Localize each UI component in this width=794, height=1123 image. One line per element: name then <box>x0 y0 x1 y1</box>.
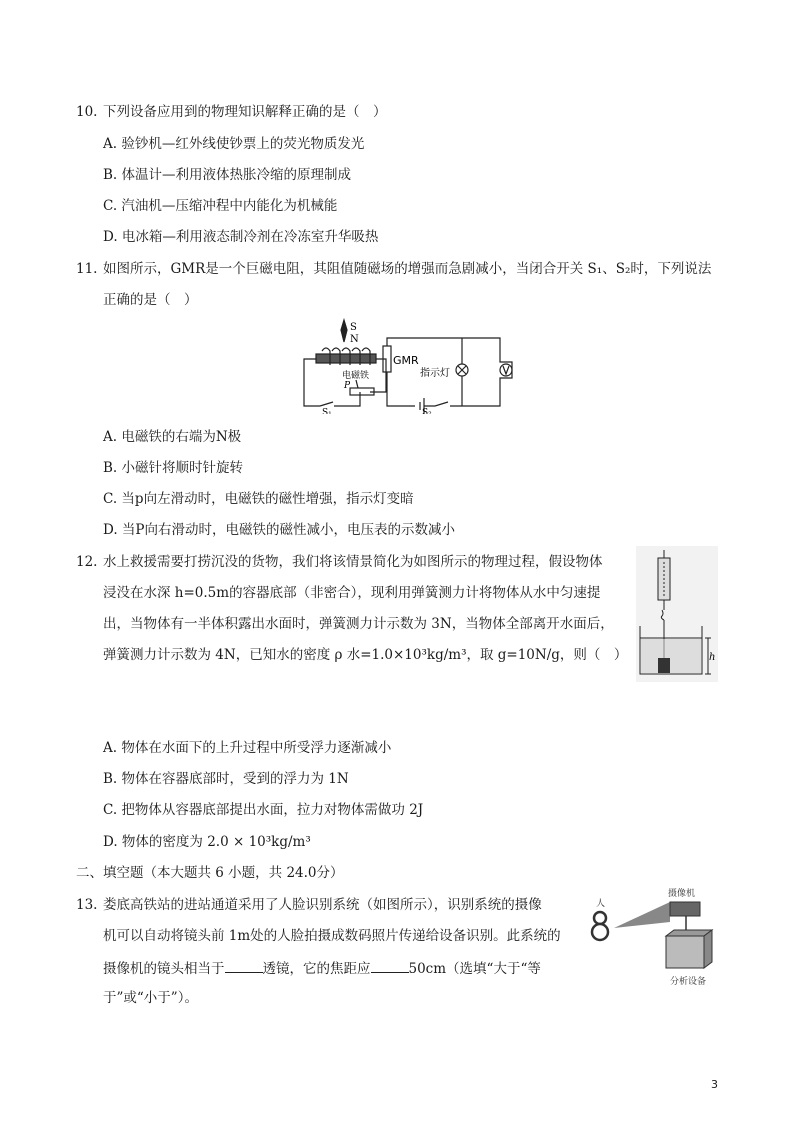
q11-label-p: P <box>344 381 351 391</box>
q13-label-person: 人 <box>596 899 606 909</box>
q11-label-s1: S₁ <box>322 408 332 414</box>
q11-option-c: C. 当p向左滑动时，电磁铁的磁性增强，指示灯变暗 <box>103 491 414 507</box>
q11-label-electromagnet: 电磁铁 <box>342 371 370 381</box>
q13-line3-part1: 摄像机的镜头相当于 <box>103 961 225 977</box>
q11-stem-line2: 正确的是（ ） <box>103 292 198 308</box>
q10-option-d: D. 电冰箱—利用液态制冷剂在冷冻室升华吸热 <box>103 229 379 245</box>
q11-number: 11. <box>76 261 98 277</box>
q12-figure <box>636 546 718 682</box>
q11-label-n: N <box>350 334 359 345</box>
q13-figure <box>586 884 718 992</box>
q12-label-h: h <box>709 652 716 663</box>
q13-line3-part3: 50cm（选填“大于“等 <box>408 961 541 977</box>
q13-line3 <box>103 958 541 978</box>
q13-line2: 机可以自动将镜头前 1m处的人脸拍摄成数码照片传递给设备识别。此系统的 <box>103 928 561 944</box>
q13-number: 13. <box>76 897 98 913</box>
q12-option-a: A. 物体在水面下的上升过程中所受浮力逐渐减小 <box>103 740 392 756</box>
q12-option-d: D. 物体的密度为 2.0 × 10³kg/m³ <box>103 834 311 850</box>
q10-stem: 下列设备应用到的物理知识解释正确的是（ ） <box>103 104 387 120</box>
q10-option-a: A. 验钞机—红外线使钞票上的荧光物质发光 <box>103 136 365 152</box>
q12-stem-line4: 弹簧测力计示数为 4N，已知水的密度 ρ 水=1.0×10³kg/m³，取 g=10N/g，则（ ） <box>103 647 628 663</box>
q11-option-a: A. 电磁铁的右端为N极 <box>103 429 242 445</box>
q11-label-s: S <box>350 322 357 333</box>
q13-line1: 娄底高铁站的进站通道采用了人脸识别系统（如图所示），识别系统的摄像 <box>103 897 542 913</box>
q11-option-d: D. 当P向右滑动时，电磁铁的磁性减小，电压表的示数减小 <box>103 522 456 538</box>
q13-blank-1[interactable] <box>225 958 263 973</box>
q12-stem-line2: 浸没在水深 h=0.5m的容器底部（非密合），现利用弹簧测力计将物体从水中匀速提 <box>103 585 601 601</box>
q11-stem-line1: 如图所示，GMR是一个巨磁电阻，其阻值随磁场的增强而急剧减小，当闭合开关 S₁、S₂时，下列说法 <box>103 261 712 277</box>
q11-option-b: B. 小磁针将顺时针旋转 <box>103 460 244 476</box>
q13-label-camera: 摄像机 <box>668 889 696 899</box>
q12-option-c: C. 把物体从容器底部提出水面，拉力对物体需做功 2J <box>103 802 424 818</box>
q11-label-indicator: 指示灯 <box>420 368 450 379</box>
q12-number: 12. <box>76 554 98 570</box>
q11-label-gmr: GMR <box>393 354 419 367</box>
page-number: 3 <box>711 1078 718 1091</box>
q10-option-c: C. 汽油机—压缩冲程中内能化为机械能 <box>103 198 338 214</box>
q11-circuit-figure <box>300 318 522 414</box>
q12-stem-line1: 水上救援需要打捞沉没的货物，我们将该情景简化为如图所示的物理过程，假设物体 <box>103 554 603 570</box>
q10-number: 10. <box>76 104 98 120</box>
q12-stem-line3: 出，当物体有一半体积露出水面时，弹簧测力计示数为 3N，当物体全部离开水面后， <box>103 616 614 632</box>
q10-option-b: B. 体温计—利用液体热胀冷缩的原理制成 <box>103 167 352 183</box>
section2-heading: 二、填空题（本大题共 6 小题，共 24.0分） <box>76 865 344 881</box>
q13-line3-part2: 透镜，它的焦距应 <box>262 961 371 977</box>
q13-line4: 于”或“小于”）。 <box>103 990 198 1006</box>
q11-label-s2: S₂ <box>422 408 432 414</box>
q12-option-b: B. 物体在容器底部时，受到的浮力为 1N <box>103 771 349 787</box>
q13-blank-2[interactable] <box>371 958 409 973</box>
q13-label-device: 分析设备 <box>670 977 707 987</box>
